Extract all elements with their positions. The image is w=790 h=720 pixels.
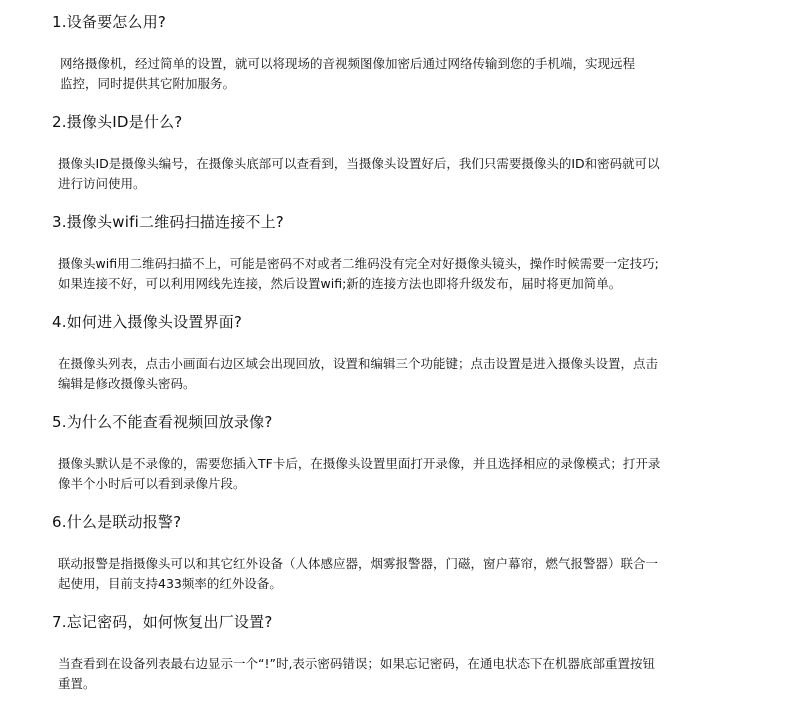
faq-answer-line: 编辑是修改摄像头密码。 — [58, 376, 196, 391]
faq-answer-line: 摄像头默认是不录像的，需要您插入TF卡后，在摄像头设置里面打开录像，并且选择相应的录像模式；打开录 — [58, 456, 661, 471]
faq-question: 3.摄像头wifi二维码扫描连接不上? — [52, 213, 284, 231]
faq-answer-line: 网络摄像机，经过简单的设置，就可以将现场的音视频图像加密后通过网络传输到您的手机端，实现远程 — [60, 56, 636, 71]
faq-answer — [58, 154, 748, 194]
faq-answer-line: 监控，同时提供其它附加服务。 — [60, 76, 236, 91]
faq-answer-line: 摄像头wifi用二维码扫描不上，可能是密码不对或者二维码没有完全对好摄像头镜头，操作时候需要一定技巧; — [58, 256, 659, 271]
faq-answer-line: 起使用，目前支持433频率的红外设备。 — [58, 576, 282, 591]
faq-answer — [60, 54, 750, 94]
faq-question: 4.如何进入摄像头设置界面? — [52, 313, 243, 331]
faq-answer-line: 进行访问使用。 — [58, 176, 146, 191]
faq-answer — [58, 354, 748, 394]
faq-question: 6.什么是联动报警? — [52, 513, 182, 531]
faq-answer-line: 联动报警是指摄像头可以和其它红外设备（人体感应器，烟雾报警器，门磁，窗户幕帘，燃气报警器）联合一 — [58, 556, 659, 571]
faq-answer — [58, 554, 748, 594]
faq-answer-line: 当查看到在设备列表最右边显示一个“!”时,表示密码错误；如果忘记密码，在通电状态下在机器底部重置按钮 — [58, 656, 655, 671]
faq-question: 1.设备要怎么用? — [52, 13, 167, 31]
faq-answer — [58, 454, 748, 494]
faq-question: 5.为什么不能查看视频回放录像? — [52, 413, 273, 431]
faq-answer-line: 如果连接不好，可以利用网线先连接，然后设置wifi;新的连接方法也即将升级发布，届时将更加简单。 — [58, 276, 622, 291]
faq-answer-line: 重置。 — [58, 676, 96, 691]
faq-answer — [58, 654, 748, 694]
faq-answer-line: 在摄像头列表，点击小画面右边区域会出现回放，设置和编辑三个功能键；点击设置是进入摄像头设置，点击 — [58, 356, 659, 371]
faq-answer-line: 像半个小时后可以看到录像片段。 — [58, 476, 246, 491]
faq-answer — [58, 254, 748, 294]
faq-question: 7.忘记密码，如何恢复出厂设置? — [52, 613, 273, 631]
faq-question: 2.摄像头ID是什么? — [52, 113, 183, 131]
faq-answer-line: 摄像头ID是摄像头编号，在摄像头底部可以查看到，当摄像头设置好后，我们只需要摄像头的ID和密码就可以 — [58, 156, 660, 171]
